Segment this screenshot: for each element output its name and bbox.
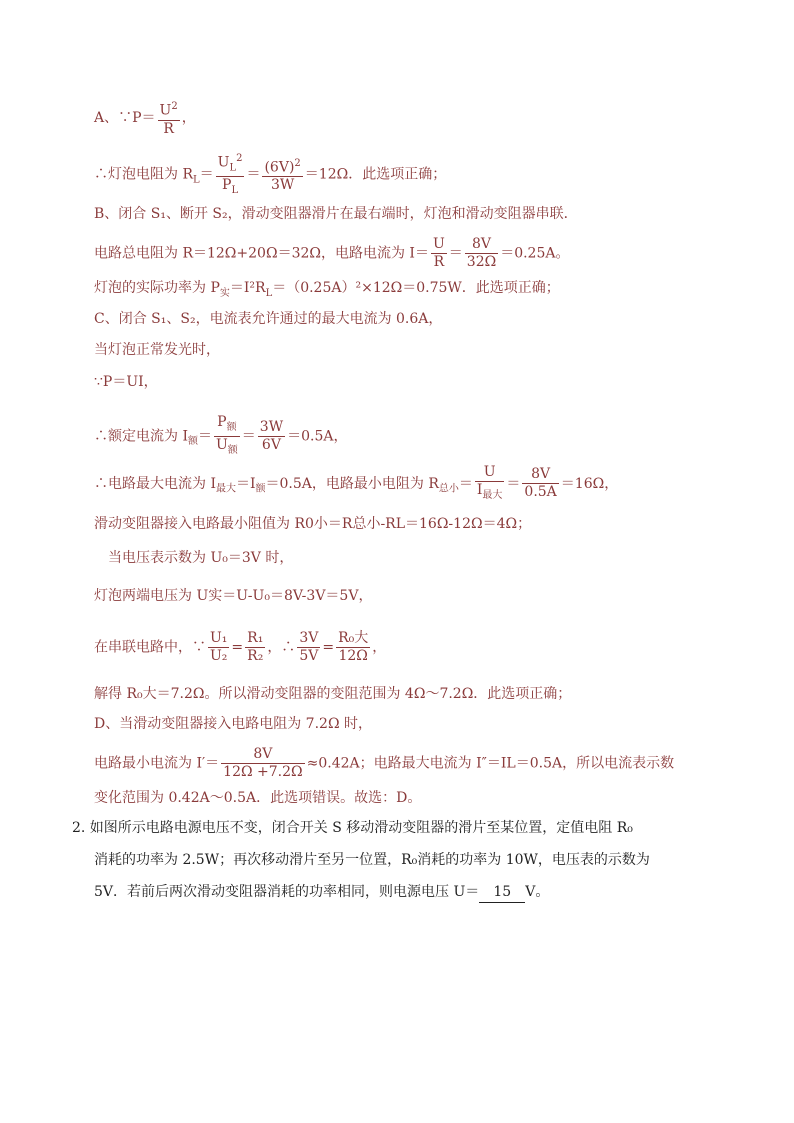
- lamp-voltage-line: 灯泡两端电压为 U实＝U-U₀＝8V-3V＝5V，: [94, 588, 373, 604]
- option-d-line: D、当滑动变阻器接入电路电阻为 7.2Ω 时，: [94, 716, 372, 732]
- fraction: [214, 414, 240, 459]
- fraction: [245, 630, 265, 665]
- text: R: [163, 120, 174, 137]
- text: U: [159, 102, 172, 119]
- text: U: [475, 464, 505, 482]
- text: U: [217, 154, 230, 171]
- text: (6V): [264, 159, 295, 176]
- rated-current-line: [94, 414, 347, 459]
- text: ＝0.5A，电路最小电阻为 R: [265, 475, 439, 492]
- answer-blank: 15: [479, 882, 525, 903]
- text: ＝: [199, 166, 214, 183]
- text: ＝: [246, 166, 261, 183]
- option-c-line: C、闭合 S₁、S₂，电流表允许通过的最大电流为 0.6A，: [94, 311, 443, 327]
- text: 8V: [465, 236, 498, 254]
- text: A、∵P＝: [94, 109, 156, 126]
- text: 2: [171, 101, 178, 112]
- fraction: [258, 419, 285, 454]
- option-a-formula: [94, 98, 196, 138]
- text: ，: [372, 639, 387, 656]
- text: ∴额定电流为 I: [94, 428, 188, 445]
- fraction: [465, 236, 498, 271]
- text: R: [433, 254, 445, 270]
- fraction: [475, 464, 505, 504]
- text: V。: [525, 884, 550, 900]
- text: I: [476, 482, 483, 498]
- text: ＝16Ω，: [560, 475, 619, 492]
- text: ≈0.42A；电路最大电流为 I″＝IL＝0.5A，所以电流表示数: [306, 755, 675, 772]
- power-formula-line: ∵P＝UI，: [94, 374, 158, 390]
- text: 5V．若前后两次滑动变阻器消耗的功率相同，则电源电压 U＝: [94, 884, 480, 900]
- fraction: [221, 746, 304, 781]
- total-resistance-line: [94, 236, 570, 271]
- text: ＝0.25A。: [500, 245, 570, 262]
- text: 2: [236, 153, 243, 164]
- fraction: [262, 155, 302, 195]
- fraction: [336, 630, 370, 665]
- text: 总小: [438, 483, 459, 495]
- text: 最大: [482, 489, 503, 501]
- range-line: 变化范围为 0.42A～0.5A．此选项错误。故选：D。: [94, 790, 422, 806]
- text: U₂: [210, 648, 228, 664]
- text: ＝: [197, 428, 212, 445]
- text: ＝: [458, 475, 473, 492]
- text: ∴电路最大电流为 I: [94, 475, 216, 492]
- text: ＝0.5A，: [287, 428, 348, 445]
- text: U: [432, 236, 445, 252]
- solve-line: 解得 R₀大＝7.2Ω。所以滑动变阻器的变阻范围为 4Ω～7.2Ω．此选项正确；: [94, 686, 572, 702]
- question-2-line-3: [94, 882, 549, 903]
- lamp-resistance-line: [94, 150, 446, 199]
- min-resistance-line: 滑动变阻器接入电路最小阻值为 R0小＝R总小-RL＝16Ω-12Ω＝4Ω；: [94, 516, 532, 532]
- text: 实: [219, 287, 230, 299]
- series-ratio-line: [94, 630, 386, 665]
- text: 额: [226, 421, 237, 433]
- text: 32Ω: [466, 254, 497, 270]
- text: ＝: [241, 428, 256, 445]
- text: 3W: [259, 418, 284, 435]
- text: ＝I: [235, 475, 256, 492]
- text: ＝（0.25A）²×12Ω＝0.75W．此选项正确；: [272, 280, 560, 296]
- text: U₁: [210, 630, 228, 646]
- text: 额: [255, 483, 266, 495]
- question-2-line-2: 消耗的功率为 2.5W；再次移动滑片至另一位置，R₀消耗的功率为 10W，电压表的示数为: [94, 852, 650, 868]
- text: 6V: [261, 436, 281, 453]
- text: L: [229, 162, 237, 174]
- text: 5V: [299, 648, 319, 664]
- min-current-line: [94, 746, 674, 781]
- text: 在串联电路中，∵: [94, 639, 206, 656]
- text: 最大: [215, 483, 236, 495]
- question-2-line-1: 2. 如图所示电路电源电压不变，闭合开关 S 移动滑动变阻器的滑片至某位置，定值电阻 R₀: [72, 820, 633, 836]
- fraction: [216, 150, 245, 199]
- text: 0.5A: [524, 484, 557, 501]
- text: R₁: [247, 630, 264, 646]
- normal-glow-line: 当灯泡正常发光时，: [94, 342, 220, 358]
- text: P: [222, 177, 232, 194]
- text: 8V: [221, 746, 304, 764]
- text: 额: [187, 436, 198, 448]
- text: 额: [227, 444, 238, 456]
- fraction: [208, 630, 229, 665]
- voltage-reading-line: 当电压表示数为 U₀＝3V 时，: [108, 550, 294, 566]
- max-current-line: [94, 464, 618, 504]
- text: P: [217, 414, 227, 430]
- text: R₀大: [338, 630, 369, 646]
- text: ∴灯泡电阻为 R: [94, 166, 193, 183]
- text: =: [322, 639, 335, 656]
- text: ，∴: [267, 639, 296, 656]
- actual-power-line: [94, 278, 560, 304]
- text: L: [265, 287, 273, 299]
- text: 12Ω +7.2Ω: [223, 764, 303, 780]
- fraction: [158, 98, 180, 138]
- text: 电路总电阻为 R＝12Ω+20Ω＝32Ω，电路电流为 I＝: [94, 245, 429, 262]
- fraction: [431, 236, 447, 271]
- text: ＝I²R: [229, 280, 266, 296]
- text: =: [231, 639, 244, 656]
- text: 12Ω: [338, 648, 368, 664]
- option-b-line: B、闭合 S₁、断开 S₂，滑动变阻器滑片在最右端时，灯泡和滑动变阻器串联．: [94, 206, 578, 222]
- text: L: [193, 174, 200, 186]
- fraction: [522, 466, 558, 501]
- text: 3V: [299, 630, 319, 646]
- text: 3W: [270, 177, 295, 194]
- text: 8V: [522, 466, 558, 484]
- text: U: [215, 436, 228, 453]
- text: ＝: [448, 245, 463, 262]
- text: 灯泡的实际功率为 P: [94, 280, 220, 296]
- fraction: [297, 630, 320, 665]
- text: R₂: [247, 648, 264, 664]
- text: ＝12Ω．此选项正确；: [304, 166, 447, 183]
- text: 电路最小电流为 I′＝: [94, 755, 220, 772]
- text: ＝: [506, 475, 521, 492]
- text: ，: [181, 109, 196, 126]
- text: 2: [294, 157, 301, 169]
- text: L: [231, 185, 239, 197]
